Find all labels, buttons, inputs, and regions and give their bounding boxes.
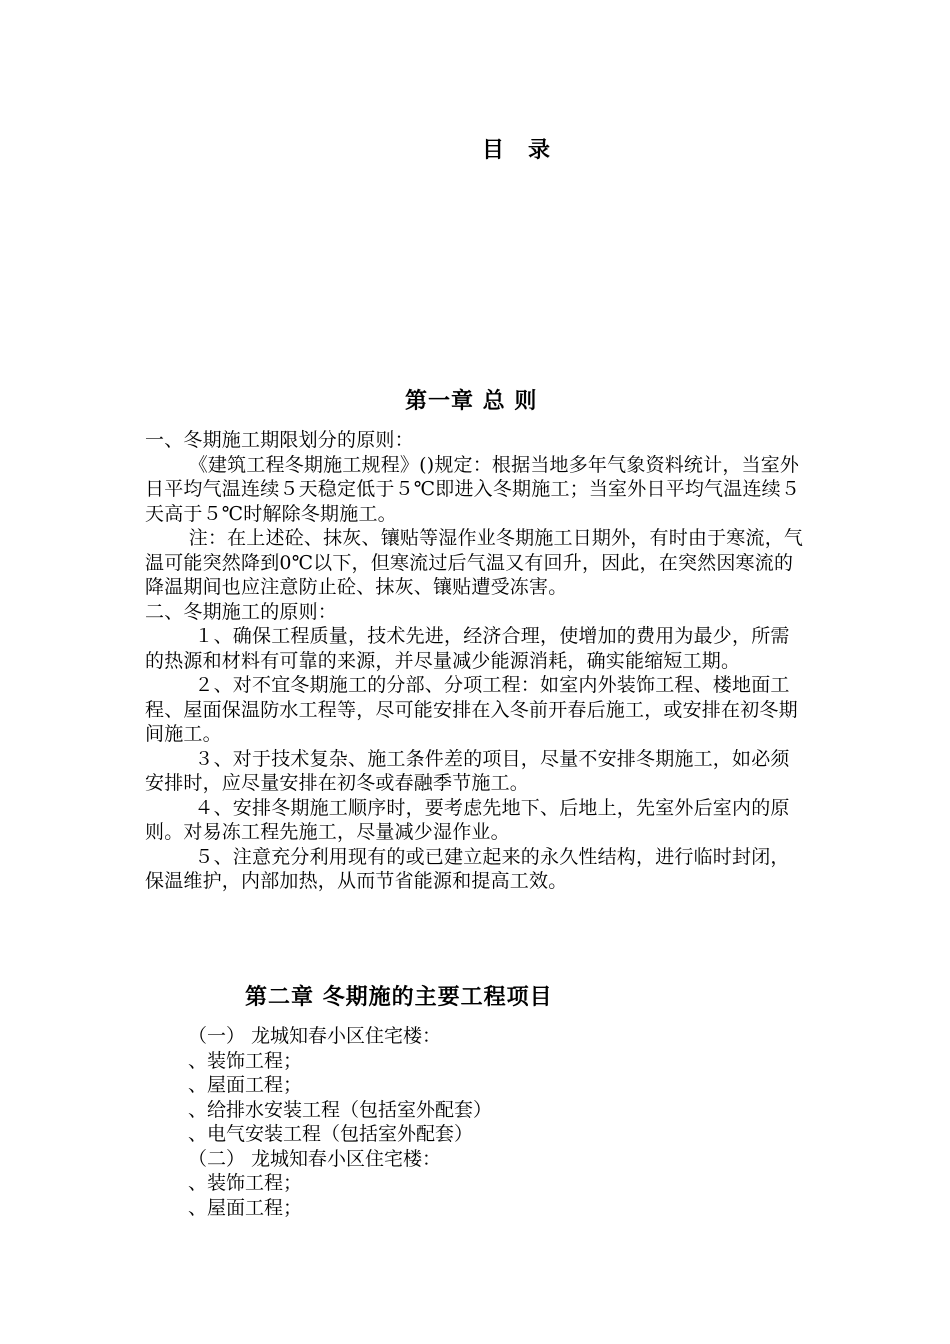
list-item: 、装饰工程； (188, 1049, 303, 1072)
list-item: （一） 龙城知春小区住宅楼： (188, 1025, 442, 1047)
list-item: 、屋面工程； (188, 1196, 303, 1219)
principle-item: ５、注意充分利用现有的或已建立起来的永久性结构，进行临时封闭，保温维护，内部加热，从而节省能源和提高工效。 (145, 845, 790, 892)
list-item: （二） 龙城知春小区住宅楼： (188, 1147, 442, 1170)
chapter1-body (145, 428, 807, 894)
section1-paragraph: 《建筑工程冬期施工规程》()规定：根据当地多年气象资料统计，当室外日平均气温连续５天稳定低于５℃即进入冬期施工；当室外日平均气温连续５天高于５℃时解除冬期施工。 (145, 453, 801, 525)
section2-heading: 二、冬期施工的原则： (145, 600, 338, 623)
list-item: 、给排水安装工程（包括室外配套） (188, 1098, 493, 1121)
toc-title: 目 录 (482, 137, 552, 163)
chapter2-title: 第二章 冬期施的主要工程项目 (245, 984, 553, 1010)
chapter2-list (188, 1024, 788, 1220)
list-item: 、电气安装工程（包括室外配套） (188, 1123, 474, 1145)
chapter1-title: 第一章 总 则 (405, 388, 538, 414)
principle-item: ３、对于技术复杂、施工条件差的项目，尽量不安排冬期施工，如必须安排时，应尽量安排在初冬或春融季节施工。 (145, 747, 790, 794)
principle-item: ２、对不宜冬期施工的分部、分项工程：如室内外装饰工程、楼地面工程、屋面保温防水工程等，尽可能安排在入冬前开春后施工，或安排在初冬期间施工。 (145, 674, 798, 745)
section1-note: 注：在上述砼、抹灰、镶贴等湿作业冬期施工日期外，有时由于寒流，气温可能突然降到0℃以下，但寒流过后气温又有回升，因此，在突然因寒流的降温期间也应注意防止砼、抹灰、镶贴遭受冻害。 (145, 527, 804, 598)
section1-heading: 一、冬期施工期限划分的原则： (145, 429, 414, 451)
principle-item: ４、安排冬期施工顺序时，要考虑先地下、后地上，先室外后室内的原则。对易冻工程先施工，尽量减少湿作业。 (145, 796, 790, 843)
principle-item: １、确保工程质量，技术先进，经济合理，使增加的费用为最少，所需的热源和材料有可靠的来源，并尽量减少能源消耗，确实能缩短工期。 (145, 625, 790, 672)
list-item: 、屋面工程； (188, 1074, 303, 1096)
list-item: 、装饰工程； (188, 1172, 303, 1194)
